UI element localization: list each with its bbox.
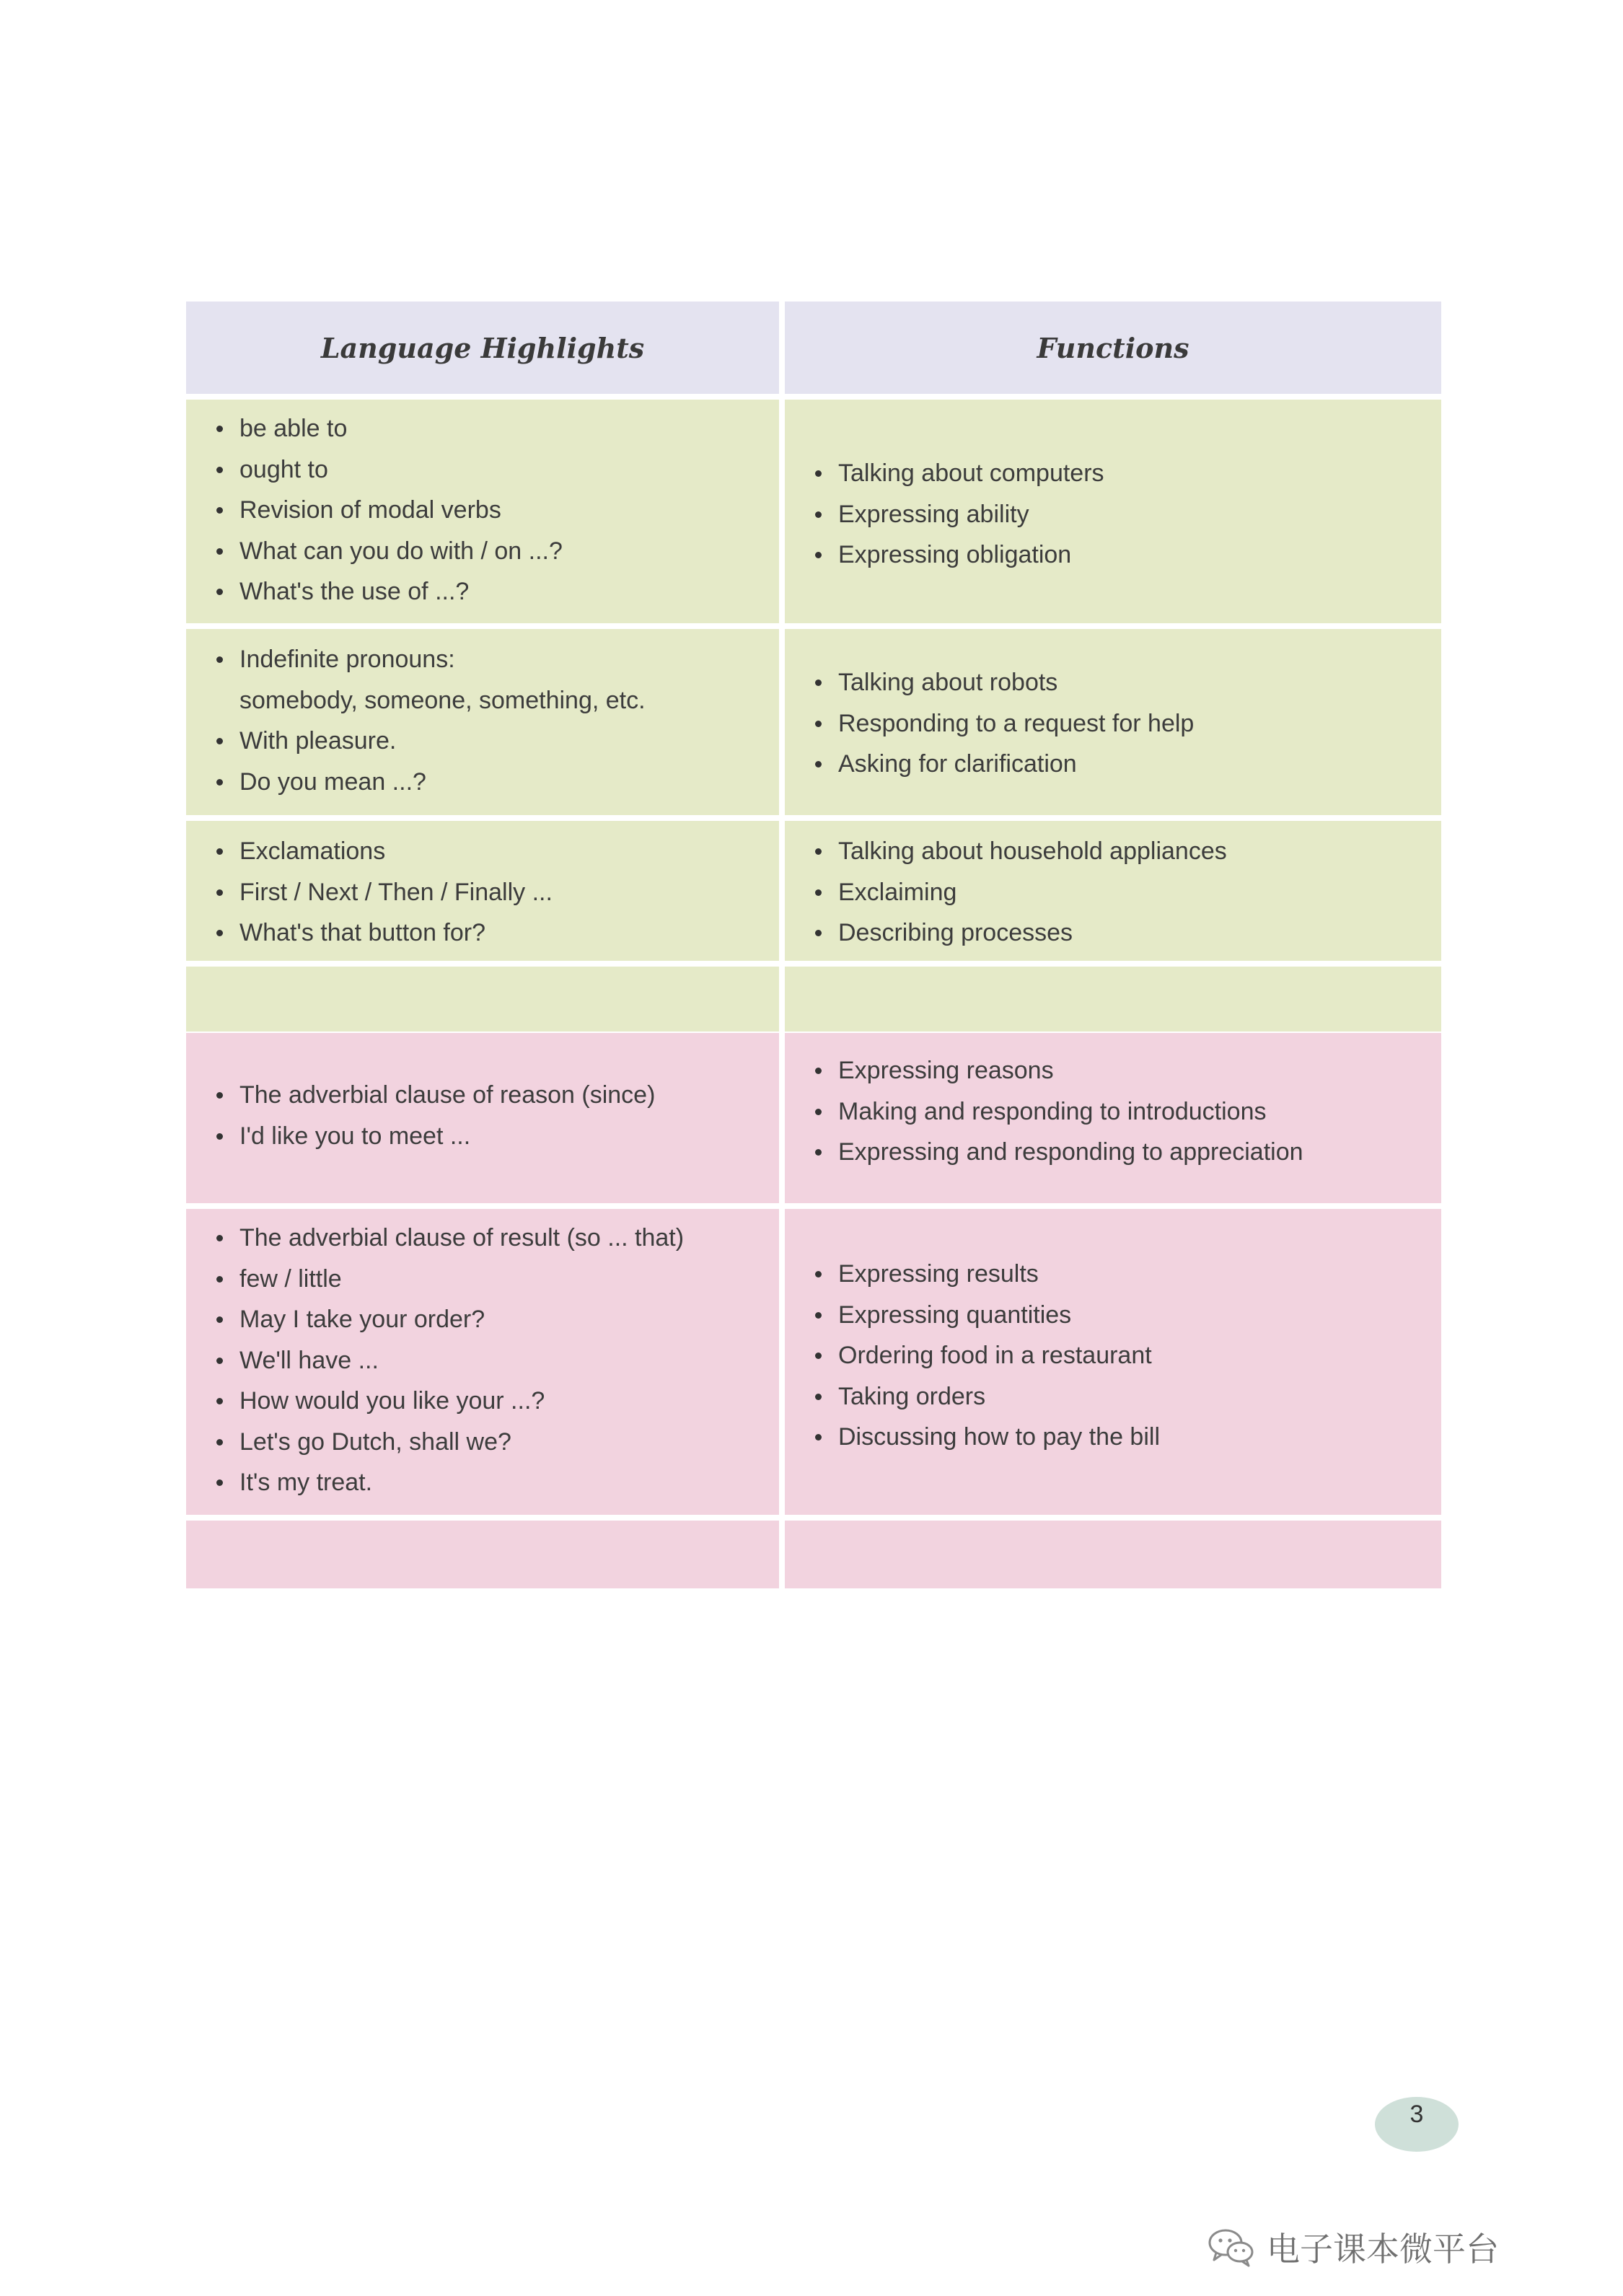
- list-item: Talking about household appliances: [814, 831, 1427, 872]
- list-item: May I take your order?: [215, 1299, 765, 1340]
- empty-cell: [186, 1521, 779, 1588]
- empty-cell: [785, 967, 1441, 1032]
- functions-list: [814, 1050, 1427, 1173]
- list-item: With pleasure.: [215, 721, 765, 762]
- list-item: Expressing reasons: [814, 1050, 1427, 1091]
- list-item: The adverbial clause of reason (since): [215, 1075, 765, 1116]
- watermark-text: 电子课本微平台: [1267, 2230, 1499, 2269]
- functions-list: [814, 1254, 1427, 1458]
- functions-cell: [785, 1033, 1441, 1203]
- list-item: Expressing quantities: [814, 1295, 1427, 1336]
- list-item: What's the use of ...?: [215, 571, 765, 612]
- language-list: [215, 1218, 765, 1503]
- list-item: Expressing ability: [814, 494, 1427, 535]
- language-cell: [186, 1033, 779, 1203]
- list-item: be able to: [215, 408, 765, 449]
- list-item: Asking for clarification: [814, 744, 1427, 785]
- list-item: What can you do with / on ...?: [215, 531, 765, 572]
- list-item: Expressing results: [814, 1254, 1427, 1295]
- table-row: [186, 400, 1441, 623]
- wechat-icon: [1206, 2226, 1257, 2268]
- header-language-highlights: Language Highlights: [320, 331, 645, 364]
- list-item: First / Next / Then / Finally ...: [215, 872, 765, 913]
- list-item: It's my treat.: [215, 1462, 765, 1503]
- header-cell-functions: [785, 302, 1441, 394]
- list-item: Exclamations: [215, 831, 765, 872]
- list-item: Responding to a request for help: [814, 703, 1427, 744]
- functions-list: [814, 453, 1427, 576]
- list-item: We'll have ...: [215, 1340, 765, 1381]
- list-item: few / little: [215, 1259, 765, 1300]
- list-item: Ordering food in a restaurant: [814, 1335, 1427, 1376]
- language-cell: [186, 629, 779, 815]
- list-item-continuation: somebody, someone, something, etc.: [239, 686, 646, 714]
- empty-cell: [785, 1521, 1441, 1588]
- language-list: [215, 639, 765, 802]
- list-item: ought to: [215, 449, 765, 491]
- language-list: [215, 1075, 765, 1156]
- functions-list: [814, 662, 1427, 785]
- list-item: Talking about computers: [814, 453, 1427, 494]
- list-item: Taking orders: [814, 1376, 1427, 1417]
- list-item: The adverbial clause of result (so ... that): [215, 1218, 765, 1259]
- list-item: Discussing how to pay the bill: [814, 1417, 1427, 1458]
- list-item: I'd like you to meet ...: [215, 1116, 765, 1157]
- header-cell-language-highlights: [186, 302, 779, 394]
- list-item: How would you like your ...?: [215, 1381, 765, 1422]
- list-item: Revision of modal verbs: [215, 490, 765, 531]
- language-list: [215, 408, 765, 612]
- list-item: Expressing obligation: [814, 535, 1427, 576]
- watermark: [1206, 2222, 1581, 2272]
- functions-cell: [785, 821, 1441, 961]
- functions-list: [814, 831, 1427, 954]
- list-item: Describing processes: [814, 912, 1427, 954]
- list-item: Let's go Dutch, shall we?: [215, 1422, 765, 1463]
- list-item: Making and responding to introductions: [814, 1091, 1427, 1132]
- list-item: Do you mean ...?: [215, 762, 765, 803]
- functions-cell: [785, 629, 1441, 815]
- functions-cell: [785, 1209, 1441, 1515]
- language-cell: [186, 821, 779, 961]
- table-row: [186, 1033, 1441, 1203]
- table-row: [186, 821, 1441, 961]
- language-list: [215, 831, 765, 954]
- language-cell: [186, 1209, 779, 1515]
- table-row-empty: [186, 967, 1441, 1032]
- empty-cell: [186, 967, 779, 1032]
- page-number: 3: [1409, 2101, 1424, 2128]
- list-item: What's that button for?: [215, 912, 765, 954]
- table-row-empty: [186, 1521, 1441, 1588]
- list-item: Exclaiming: [814, 872, 1427, 913]
- summary-table: [186, 302, 1441, 1588]
- table-header-row: [186, 302, 1441, 394]
- table-row: [186, 1209, 1441, 1515]
- table-row: [186, 629, 1441, 815]
- list-item: Expressing and responding to appreciation: [814, 1132, 1427, 1173]
- list-item: Indefinite pronouns:: [215, 639, 765, 680]
- functions-cell: [785, 400, 1441, 623]
- language-cell: [186, 400, 779, 623]
- header-functions: Functions: [1037, 331, 1189, 364]
- list-item: Talking about robots: [814, 662, 1427, 703]
